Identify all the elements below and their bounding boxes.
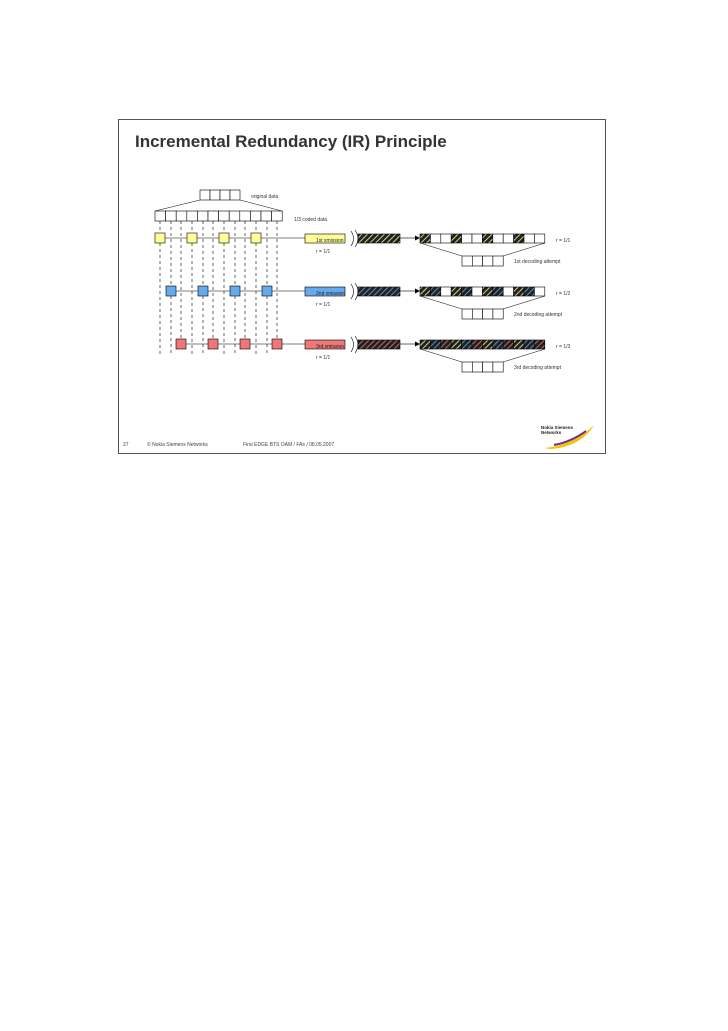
punctured-bit xyxy=(240,339,250,349)
copyright-text: © Nokia Siemens Networks xyxy=(147,442,208,448)
decoding-attempt-3: 3rd decoding attempt xyxy=(514,365,561,371)
coded-cell xyxy=(219,211,230,221)
tx2-rate: r = 1/1 xyxy=(316,302,331,308)
punctured-bit xyxy=(187,233,197,243)
coded-data-block xyxy=(155,211,282,221)
receiver-cell xyxy=(420,340,430,349)
receiver-cell xyxy=(514,234,524,243)
expand-line-right xyxy=(240,200,282,211)
punctured-bit xyxy=(219,233,229,243)
receiver-cell xyxy=(430,234,440,243)
radio-wave-icon xyxy=(351,337,354,352)
radio-wave-icon xyxy=(355,230,358,247)
receiver-cell xyxy=(462,234,472,243)
funnel-line xyxy=(503,296,545,309)
receiver-cell xyxy=(503,287,513,296)
receiver-cell xyxy=(493,287,503,296)
radio-wave-icon xyxy=(351,231,354,246)
decoded-cell xyxy=(462,362,472,372)
document-reference: First EDGE BTS OAM / FAs / 08.05.2007 xyxy=(243,442,335,448)
slide-title: Incremental Redundancy (IR) Principle xyxy=(135,132,447,151)
coded-cell xyxy=(166,211,177,221)
receiver-cell xyxy=(514,287,524,296)
tx3-label: 3rd xmission xyxy=(316,344,345,350)
coded-data-label: 1/3 coded data xyxy=(294,217,328,223)
receiver-cell xyxy=(514,340,524,349)
funnel-line xyxy=(420,349,462,362)
receiver-cell xyxy=(524,340,534,349)
result-rate-1: r = 1/1 xyxy=(556,238,571,244)
punctured-bit xyxy=(262,286,272,296)
receiver-cell xyxy=(451,287,461,296)
svg-text:Nokia Siemens: Nokia Siemens xyxy=(541,425,574,430)
receiver-cell xyxy=(482,234,492,243)
receiver-cell xyxy=(493,234,503,243)
receiver-cell xyxy=(451,234,461,243)
tx1-label: 1st xmission xyxy=(316,238,344,244)
decoded-cell xyxy=(493,362,503,372)
transmitted-packet xyxy=(358,234,400,243)
slide-frame xyxy=(118,119,606,454)
receiver-cell xyxy=(482,340,492,349)
receiver-cell xyxy=(503,340,513,349)
transmitted-packet xyxy=(358,340,400,349)
original-data-block xyxy=(200,190,240,200)
funnel-line xyxy=(503,243,545,256)
decoded-cell xyxy=(472,309,482,319)
receiver-cell xyxy=(430,340,440,349)
radio-wave-icon xyxy=(351,284,354,299)
decoding-attempt-2: 2nd decoding attempt xyxy=(514,312,563,318)
arrow-head-icon xyxy=(415,289,420,294)
receiver-cell xyxy=(472,234,482,243)
receiver-cell xyxy=(441,287,451,296)
nsn-logo xyxy=(540,421,596,449)
receiver-cell xyxy=(462,340,472,349)
coded-cell xyxy=(187,211,198,221)
coded-cell xyxy=(176,211,187,221)
radio-wave-icon xyxy=(355,283,358,300)
receiver-cell xyxy=(534,287,544,296)
receiver-cell xyxy=(524,287,534,296)
decoded-cell xyxy=(483,362,493,372)
punctured-bit xyxy=(155,233,165,243)
funnel-line xyxy=(420,243,462,256)
tx3-rate: r = 1/1 xyxy=(316,355,331,361)
receiver-cell xyxy=(534,234,544,243)
decoding-attempt-1: 1st decoding attempt xyxy=(514,259,561,265)
result-rate-3: r = 1/3 xyxy=(556,344,571,350)
punctured-bit xyxy=(251,233,261,243)
punctured-bit xyxy=(272,339,282,349)
punctured-bit xyxy=(198,286,208,296)
receiver-cell xyxy=(451,340,461,349)
punctured-bit xyxy=(230,286,240,296)
decoded-cell xyxy=(483,256,493,266)
punctured-bit xyxy=(208,339,218,349)
decoded-cell xyxy=(462,256,472,266)
coded-cell xyxy=(261,211,272,221)
tx2-label: 2nd xmission xyxy=(316,291,346,297)
funnel-line xyxy=(420,296,462,309)
decoded-cell xyxy=(462,309,472,319)
punctured-bit xyxy=(176,339,186,349)
punctured-bit xyxy=(166,286,176,296)
coded-cell xyxy=(208,211,219,221)
coded-cell xyxy=(240,211,251,221)
coded-cell xyxy=(250,211,261,221)
arrow-head-icon xyxy=(415,236,420,241)
result-rate-2: r = 1/2 xyxy=(556,291,571,297)
coded-cell xyxy=(197,211,208,221)
receiver-cell xyxy=(462,287,472,296)
receiver-cell xyxy=(472,287,482,296)
coded-cell xyxy=(229,211,240,221)
receiver-cell xyxy=(441,340,451,349)
page-number: 27 xyxy=(123,442,129,448)
receiver-cell xyxy=(534,340,544,349)
funnel-line xyxy=(503,349,545,362)
receiver-cell xyxy=(524,234,534,243)
tx1-rate: r = 1/1 xyxy=(316,249,331,255)
svg-text:Networks: Networks xyxy=(541,430,562,435)
transmitted-packet xyxy=(358,287,400,296)
receiver-cell xyxy=(420,234,430,243)
ir-diagram xyxy=(119,120,605,440)
decoded-cell xyxy=(472,362,482,372)
transmission-rows xyxy=(155,230,545,372)
original-data-label: original data xyxy=(251,194,279,200)
radio-wave-icon xyxy=(355,336,358,353)
decoded-cell xyxy=(483,309,493,319)
coded-cell xyxy=(155,211,166,221)
coded-cell xyxy=(272,211,283,221)
receiver-cell xyxy=(420,287,430,296)
decoded-cell xyxy=(493,309,503,319)
decoded-cell xyxy=(493,256,503,266)
receiver-cell xyxy=(430,287,440,296)
receiver-cell xyxy=(441,234,451,243)
receiver-cell xyxy=(493,340,503,349)
receiver-cell xyxy=(503,234,513,243)
expand-line-left xyxy=(155,200,200,211)
receiver-cell xyxy=(472,340,482,349)
arrow-head-icon xyxy=(415,342,420,347)
decoded-cell xyxy=(472,256,482,266)
receiver-cell xyxy=(482,287,492,296)
